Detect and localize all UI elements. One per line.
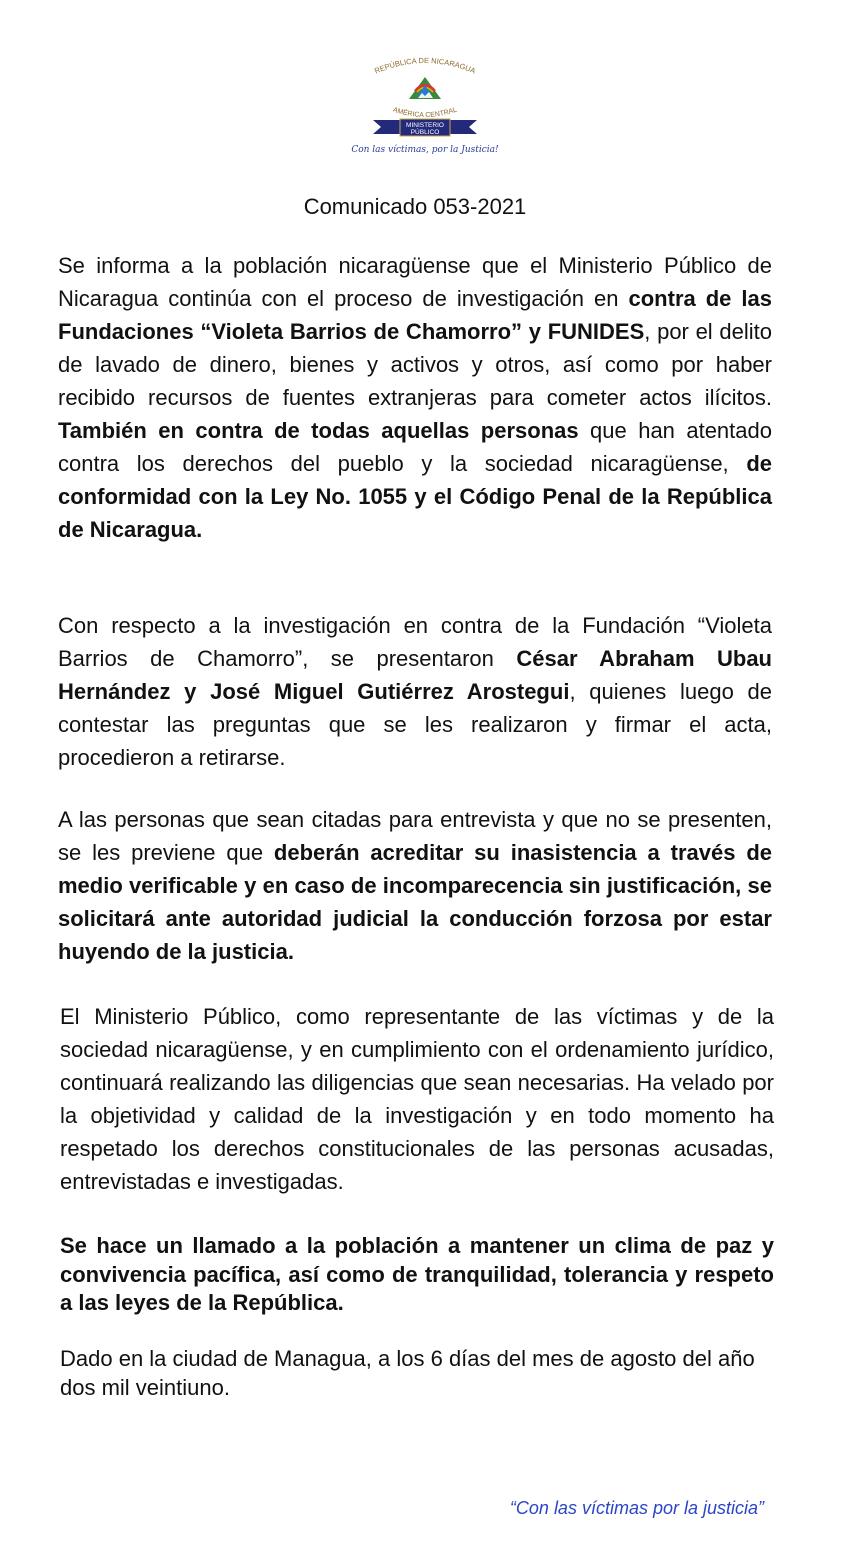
text-segment: Con respecto a la investigación en contra de la Fundación “Violeta Barrios de Chamorro”, se presentaron: [58, 613, 772, 671]
ministerio-publico-logo: [345, 52, 505, 162]
paragraph-ministry-statement: [60, 1000, 774, 1198]
paragraph-call-for-peace: [60, 1232, 774, 1318]
footer-motto: “Con las víctimas por la justicia”: [509, 1498, 764, 1518]
bold-text-segment: de conformidad con la Ley No. 1055 y el Código Penal de la República de Nicaragua.: [58, 451, 772, 542]
bold-text-segment: deberán acreditar su inasistencia a través de medio verificable y en caso de incomparecencia sin justificación, se solicitará ante autoridad judicial la conducción forzosa por estar huyendo de la justicia.: [58, 840, 773, 964]
text-segment: que han atentado contra los derechos del pueblo y la sociedad nicaragüense,: [58, 418, 772, 476]
bold-text-segment: Se hace un llamado a la población a mantener un clima de paz y convivencia pacífica, así como de tranquilidad, tolerancia y respeto a las leyes de la República.: [60, 1233, 774, 1315]
paragraph-summons-warning: [58, 803, 772, 968]
text-segment: A las personas que sean citadas para entrevista y que no se presenten, se les previene que: [58, 807, 772, 865]
text-segment: , por el delito de lavado de dinero, bienes y activos y otros, así como por haber recibido recursos de fuentes extranjeras para cometer actos ilícitos.: [58, 319, 772, 410]
svg-text:REPÚBLICA DE NICARAGUA: REPÚBLICA DE NICARAGUA: [373, 55, 477, 76]
svg-text:PÚBLICO: PÚBLICO: [410, 129, 440, 136]
text-segment: Se informa a la población nicaragüense que el Ministerio Público de Nicaragua continúa con el proceso de investigación en: [58, 253, 772, 311]
svg-text:Con las víctimas, por la Justi: Con las víctimas, por la Justicia!: [351, 145, 499, 155]
svg-text:AMÉRICA CENTRAL: AMÉRICA CENTRAL: [392, 106, 458, 120]
text-segment: El Ministerio Público, como representante de las víctimas y de la sociedad nicaragüense, y en cumplimiento con el ordenamiento jurídico, continuará realizando las diligencias que sean necesarias. Ha velado por la objetividad y calidad de la investigación y en todo momento ha respetado los derechos constitucionales de las personas acusadas, entrevistadas e investigadas.: [60, 1004, 774, 1194]
bold-text-segment: También en contra de todas aquellas personas: [58, 418, 579, 443]
paragraph-investigation: [58, 249, 772, 546]
svg-text:MINISTERIO: MINISTERIO: [406, 122, 444, 129]
communique-title: Comunicado 053-2021: [303, 194, 527, 219]
paragraph-date-place: [60, 1345, 774, 1402]
bold-text-segment: contra de las Fundaciones “Violeta Barrios de Chamorro” y FUNIDES: [58, 286, 773, 344]
text-segment: Dado en la ciudad de Managua, a los 6 días del mes de agosto del año dos mil veintiuno.: [60, 1346, 755, 1400]
paragraph-chamorro-foundation: [58, 609, 772, 774]
bold-text-segment: César Abraham Ubau Hernández y José Miguel Gutiérrez Arostegui: [58, 646, 772, 704]
text-segment: , quienes luego de contestar las preguntas que se les realizaron y firmar el acta, procedieron a retirarse.: [58, 679, 772, 770]
